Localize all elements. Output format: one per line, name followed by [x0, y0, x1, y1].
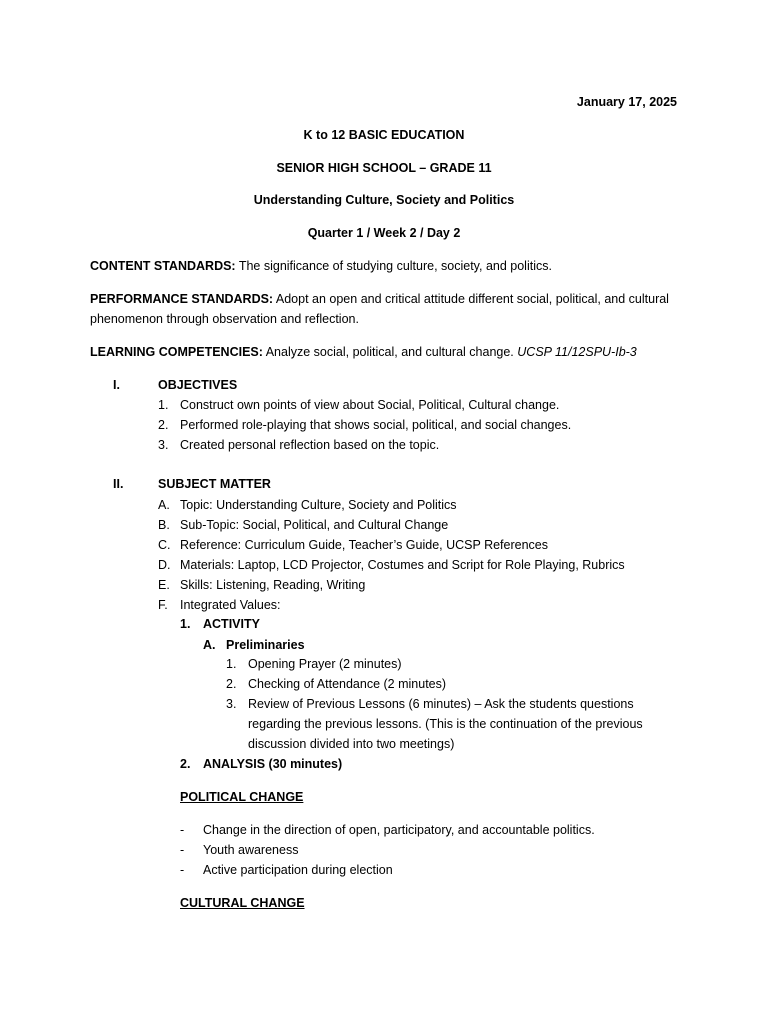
subject-item: Topic: Understanding Culture, Society and Politics	[180, 498, 457, 512]
objectives-numeral: I.	[113, 378, 120, 392]
content-standards	[90, 258, 552, 274]
performance-standards	[90, 291, 669, 307]
content-standards-text: The significance of studying culture, society, and politics.	[235, 259, 552, 273]
objectives-title: OBJECTIVES	[158, 378, 238, 392]
political-change-item: Active participation during election	[203, 863, 393, 877]
objective-item: Created personal reflection based on the topic.	[180, 438, 440, 452]
objective-item: Construct own points of view about Social, Political, Cultural change.	[180, 398, 560, 412]
preliminary-item-continuation: regarding the previous lessons. (This is the continuation of the previous	[248, 717, 643, 731]
subject-item-letter: F.	[158, 598, 168, 612]
preliminary-item-number: 1.	[226, 657, 237, 671]
analysis-number: 2.	[180, 757, 191, 771]
subject-item: Reference: Curriculum Guide, Teacher’s Guide, UCSP References	[180, 538, 548, 552]
learning-competencies-label: LEARNING COMPETENCIES:	[90, 345, 263, 359]
bullet-dash: -	[180, 863, 185, 877]
preliminary-item: Review of Previous Lessons (6 minutes) – Ask the students questions	[248, 697, 634, 711]
preliminaries-letter: A.	[203, 638, 216, 652]
subject-item: Skills: Listening, Reading, Writing	[180, 578, 366, 592]
objective-item: Performed role-playing that shows social, political, and social changes.	[180, 418, 572, 432]
political-change-heading: POLITICAL CHANGE	[180, 790, 304, 804]
preliminary-item-number: 3.	[226, 697, 237, 711]
subject-item-letter: A.	[158, 498, 170, 512]
subject-item: Integrated Values:	[180, 598, 281, 612]
preliminary-item: Checking of Attendance (2 minutes)	[248, 677, 447, 691]
performance-standards-text-2: phenomenon through observation and reflection.	[90, 312, 359, 326]
document-date: January 17, 2025	[576, 95, 677, 109]
activity-number: 1.	[180, 617, 191, 631]
bullet-dash: -	[180, 843, 185, 857]
objective-item-number: 3.	[158, 438, 169, 452]
header-line-4: Quarter 1 / Week 2 / Day 2	[307, 226, 461, 240]
preliminaries-title: Preliminaries	[226, 638, 305, 652]
objective-item-number: 1.	[158, 398, 169, 412]
performance-standards-label: PERFORMANCE STANDARDS:	[90, 292, 274, 306]
performance-standards-text-1: Adopt an open and critical attitude different social, political, and cultural	[273, 292, 669, 306]
activity-title: ACTIVITY	[203, 617, 260, 631]
subject-item: Materials: Laptop, LCD Projector, Costumes and Script for Role Playing, Rubrics	[180, 558, 625, 572]
subject-item-letter: E.	[158, 578, 170, 592]
subject-item-letter: B.	[158, 518, 170, 532]
bullet-dash: -	[180, 823, 185, 837]
header-line-2: SENIOR HIGH SCHOOL – GRADE 11	[276, 161, 492, 175]
subject-item-letter: C.	[158, 538, 171, 552]
content-standards-label: CONTENT STANDARDS:	[90, 259, 236, 273]
subject-item-letter: D.	[158, 558, 171, 572]
preliminary-item: Opening Prayer (2 minutes)	[248, 657, 402, 671]
cultural-change-heading: CULTURAL CHANGE	[180, 896, 305, 910]
header-line-3: Understanding Culture, Society and Politics	[253, 193, 515, 207]
preliminary-item-number: 2.	[226, 677, 237, 691]
preliminary-item-continuation: discussion divided into two meetings)	[248, 737, 455, 751]
subject-matter-title: SUBJECT MATTER	[158, 477, 271, 491]
header-line-1: K to 12 BASIC EDUCATION	[303, 128, 465, 142]
analysis-title: ANALYSIS (30 minutes)	[203, 757, 343, 771]
subject-item: Sub-Topic: Social, Political, and Cultural Change	[180, 518, 449, 532]
learning-competencies-text: Analyze social, political, and cultural change.	[262, 345, 518, 359]
political-change-item: Youth awareness	[203, 843, 299, 857]
subject-matter-numeral: II.	[113, 477, 124, 491]
learning-competencies-code: UCSP 11/12SPU-Ib-3	[517, 345, 637, 359]
learning-competencies	[90, 344, 637, 360]
political-change-item: Change in the direction of open, participatory, and accountable politics.	[203, 823, 595, 837]
objective-item-number: 2.	[158, 418, 169, 432]
